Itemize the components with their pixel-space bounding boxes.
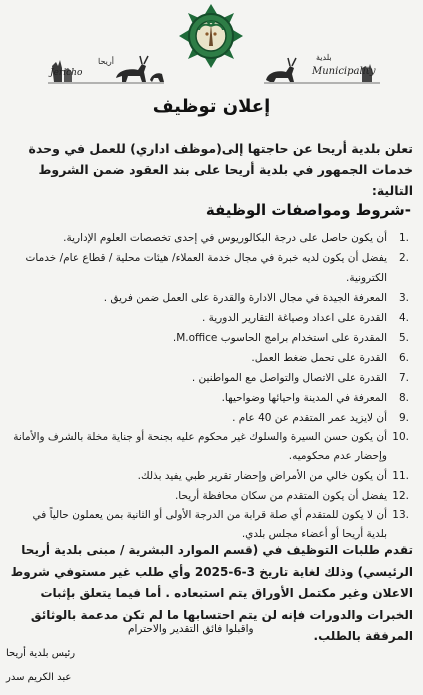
- item-number: .11: [392, 470, 409, 482]
- item-number: .1: [398, 232, 409, 244]
- item-text: المعرفة في المدينة واحيائها وضواحيها.: [221, 392, 387, 404]
- item-text: أن يكون حسن السيرة والسلوك غير محكوم عليه بجنحة أو جناية مخلة بالشرف والأمانة وإحضار عدم محكوميه.: [13, 431, 387, 462]
- item-text: يفضل أن يكون المتقدم من سكان محافظة أريحا.: [174, 490, 387, 502]
- jericho-en-text: Jericho: [50, 68, 83, 78]
- item-number: .6: [398, 352, 409, 364]
- signer-name: عبد الكريم سدر: [6, 672, 72, 683]
- municipality-ar-text: بلدية: [316, 53, 332, 62]
- item-number: .4: [398, 312, 409, 324]
- list-item: [13, 466, 409, 486]
- item-number: .9: [398, 412, 409, 424]
- list-item: [13, 428, 409, 466]
- closing-regards: واقبلوا فائق التقدير والاحترام: [128, 623, 254, 635]
- list-item: [13, 248, 409, 288]
- item-text: المعرفة الجيدة في مجال الادارة والقدرة على العمل ضمن فريق .: [103, 292, 387, 304]
- list-item: [13, 308, 409, 328]
- municipality-en-text: Municipality: [312, 66, 376, 77]
- item-number: .2: [398, 252, 409, 264]
- item-text: أن لا يكون للمتقدم أي صلة قرابة من الدرجة الأولى أو الثانية بمن يعملون حالياً في بلدية أريحا أو أعضاء مجلس بلدي.: [32, 509, 387, 540]
- jericho-emblem-icon: [178, 2, 244, 82]
- item-text: يفضل أن يكون لديه خبرة في مجال خدمة العملاء/ هيئات محلية / قطاع عام/ خدمات الكترونية.: [25, 252, 387, 284]
- list-item: [13, 288, 409, 308]
- item-number: .7: [398, 372, 409, 384]
- item-number: .3: [398, 292, 409, 304]
- item-text: أن يكون حاصل على درجة البكالوريوس في إحدى تخصصات العلوم الإدارية.: [63, 232, 387, 244]
- list-item: [13, 408, 409, 428]
- item-number: .12: [392, 490, 409, 502]
- item-text: أن يكون خالي من الأمراض وإحضار تقرير طبي يفيد بذلك.: [137, 470, 387, 482]
- list-item: [13, 348, 409, 368]
- list-item: [13, 368, 409, 388]
- page-title: إعلان توظيف: [152, 96, 271, 117]
- item-text: القدرة على الاتصال والتواصل مع المواطنين .: [191, 372, 387, 384]
- list-item: [13, 506, 409, 544]
- item-number: .8: [398, 392, 409, 404]
- item-text: القدرة على اعداد وصياغة التقارير الدورية .: [201, 312, 387, 324]
- item-text: أن لايزيد عمر المتقدم عن 40 عام .: [232, 412, 387, 424]
- list-item: [13, 328, 409, 348]
- signer-title: رئيس بلدية أريحا: [6, 648, 76, 659]
- item-text: المقدرة على استخدام برامج الحاسوب M.office.: [172, 332, 387, 344]
- item-text: القدرة على تحمل ضغط العمل.: [251, 352, 387, 364]
- item-number: .13: [392, 509, 409, 521]
- letterhead: [0, 0, 423, 92]
- list-item: [13, 388, 409, 408]
- list-item: [13, 486, 409, 506]
- section-title: -شروط ومواصفات الوظيفة: [205, 201, 411, 219]
- conditions-list: [13, 228, 409, 544]
- application-paragraph: تقدم طلبات التوظيف في (قسم الموارد البشرية / مبنى بلدية أريحا الرئيسي) وذلك لغاية تاريخ 3-6-2025 وأي طلب غير مستوفي شروط الاعلان وغير مكتمل الأوراق يتم استبعاده . أما فيما يتعلق بإثبات الخبرات والدورات فإنه لن يتم احتسابها ما لم تكن مدعمة بالوثائق المرفقة بالطلب.: [10, 543, 413, 643]
- intro-paragraph: تعلن بلدية أريحا عن حاجتها إلى(موظف اداري) للعمل في وحدة خدمات الجمهور في بلدية أريحا على بند العقود ضمن الشروط التالية:: [28, 141, 413, 198]
- jericho-ar-text: أريحا: [98, 57, 114, 66]
- list-item: [13, 228, 409, 248]
- item-number: .5: [398, 332, 409, 344]
- item-number: .10: [392, 431, 409, 443]
